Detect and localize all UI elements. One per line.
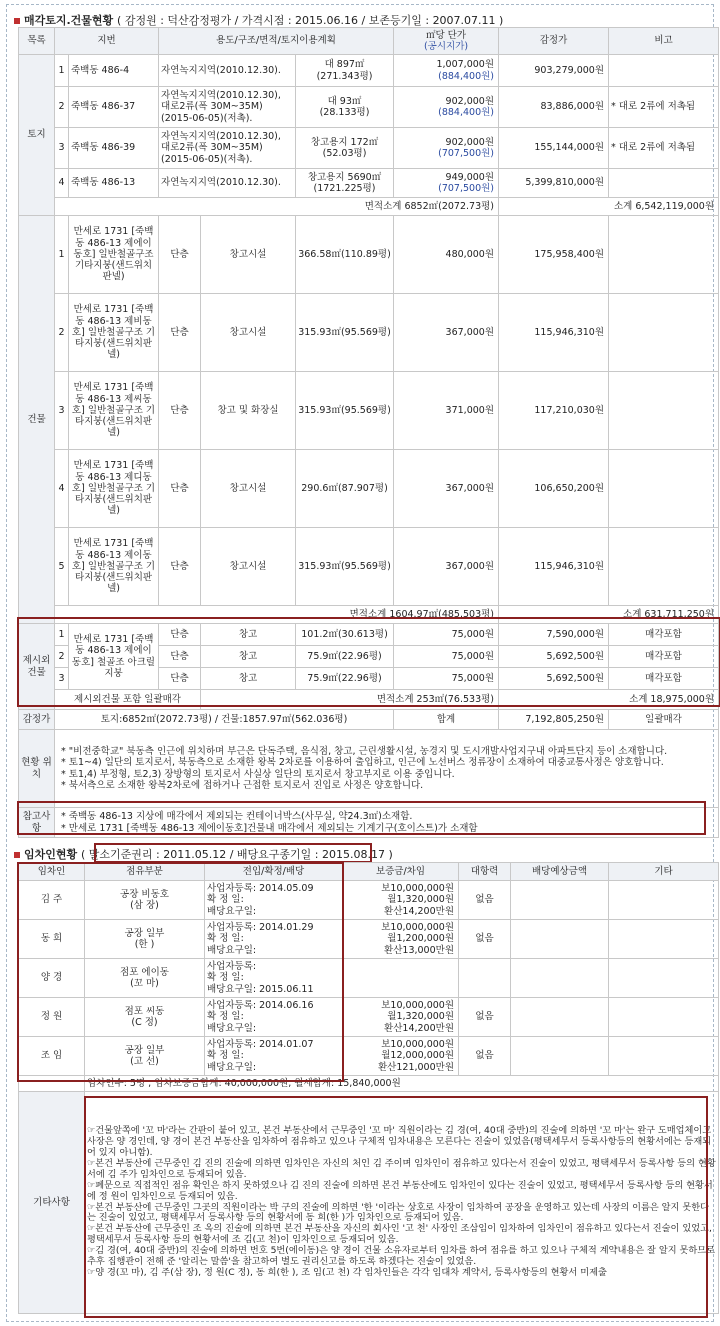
total-value: 7,192,805,250원	[499, 710, 609, 730]
reference-label: 참고사항	[19, 808, 55, 838]
land-plan: 자연녹지지역(2010.12.30).	[159, 55, 296, 87]
extra-price: 75,000원	[394, 668, 499, 690]
building-price: 480,000원	[394, 216, 499, 294]
tenant-dates: 사업자등록: 2014.06.16 확 정 일: 배당요구일:	[205, 998, 343, 1037]
building-row	[19, 372, 719, 450]
tenant-name: 양 경	[19, 959, 85, 998]
extra-use: 창고	[201, 646, 296, 668]
extra-floor: 단층	[159, 646, 201, 668]
building-use: 창고시설	[201, 216, 296, 294]
land-plan: 자연녹지지역(2010.12.30), 대로2류(폭 30M~35M)(2015-06-05)(저촉).	[159, 128, 296, 169]
land-value: 155,144,000원	[499, 128, 609, 169]
col-header-move-in: 전입/확정/배당	[205, 863, 343, 881]
bullet-icon	[14, 18, 20, 24]
land-price: 902,000원 (707,500원)	[394, 128, 499, 169]
etc-row	[19, 1092, 719, 1314]
extra-note: 매각포함	[609, 624, 719, 646]
tenant-name: 정 원	[19, 998, 85, 1037]
tenant-row	[19, 920, 719, 959]
extra-subtotal-area: 면적소계 253㎡(76.533평)	[201, 690, 499, 710]
etc-text: ☞건물앞쪽에 '꼬 마'라는 간판이 붙어 있고, 본건 부동산에서 근무중인 '꼬 마' 직원이라는 김 경(여, 40대 중반)의 진술에 의하면 '꼬 마'는 완구 도매업체이고 사장은 양 경인데, 양 경이 본건 부동산을 임차하여 점유하고 있으나 구체적 임차내용은 모른다는 진술이 있었음(평택세무서 등록사항등의 현황서에는 등재되어 있지 아니함). ☞본건 부동산에 근무중인 김 진의 진술에 의하면 임차인은 자신의 처인 김 주이며 임차인이 점유하고 있다는서 진술이 있었고, 평택세무서 등록사항 등의 현황서에 김 주가 임차인으로 등재되어 있음. ☞폐문으로 직접적인 점유 확인은 하지 못하였으나 김 진의 진술에 의하면 본건 부동산에도 임차인이 있다는 진술이 있었고, 평택세무서 등록사항 등의 현황서에 정 원이 임차인으로 등재되어 있음. ☞본건 부동산에 근무중인 그곳의 직원이라는 박 구의 진술에 의하면 '한 '이라는 상호로 사장이 임차하여 공장을 운영하고 있는데 사장의 이름은 알지 못한다는 진술이 있었고, 평택세무서 등록사항 등의 현황서에 동 희(한 )가 임차인으로 등재되어 있음. ☞본건 부동산에 근무중인 조 옥의 진술에 의하면 본건 부동산을 자신의 회사인 '고 천' 사장인 조삼임이 임차하여 임차인이 점유하고 있다는서 진술이 있었고, 평택세무서 등록사항 등의 현황서에 조 김(고 천)이 임차인으로 등재되어 있음. ☞김 경(여, 40대 중반)의 진술에 의하면 번호 5번(에이동)은 양 경이 건물 소유자로부터 임차를 하여 점유를 하고 있으나 구체적 계약내용은 잘 알지 못하므로 추후 집행관이 전해 준 '알리는 말씀'을 참고하여 별도 권리신고를 하도록 하겠다는 진술이 있었음. ☞양 경(꼬 마), 김 주(삼 장), 정 원(C 정), 동 희(한 ), 조 임(고 천) 각 임차인들은 각각 임대차 계약서, 등록사항등의 현황서 미제출	[85, 1092, 719, 1314]
tenant-header-row	[19, 863, 719, 881]
land-no: 4	[55, 169, 69, 198]
tenant-subtitle: ( 말소기준권리 : 2011.05.12 / 배당요구종기일 : 2015.08.17 )	[80, 848, 393, 861]
extra-no: 2	[55, 646, 69, 668]
land-no: 3	[55, 128, 69, 169]
location-text: * "비전중학교" 북동측 인근에 위치하며 부근은 단독주택, 음식점, 창고, 근린생활시설, 농경지 및 도시개발사업지구내 아파트단지 등이 소재합니다. * 토1~4) 일단의 토지로서, 북동측으로 소재한 왕복 2차로를 이용하여 출입하고, 인근에 노선버스 정류장이 소재하여 대중교통사정은 양호합니다. * 토1,4) 부정형, 토2,3) 장방형의 토지로서 사실상 일단의 토지로서 창고부지로 이용 중입니다. * 북서측으로 소재한 왕복2차로에 접하거나 근접한 토지로서 진입로 사정은 양호합니다.	[55, 730, 719, 808]
land-row	[19, 128, 719, 169]
tenant-part: 점포 에이동 (꼬 마)	[85, 959, 205, 998]
col-header-expected-dividend: 배당예상금액	[511, 863, 609, 881]
appraisal-section-title	[14, 12, 503, 28]
building-no: 2	[55, 294, 69, 372]
tenant-dates: 사업자등록: 2014.05.09 확 정 일: 배당요구일:	[205, 881, 343, 920]
tenant-dates: 사업자등록: 2014.01.29 확 정 일: 배당요구일:	[205, 920, 343, 959]
building-value: 175,958,400원	[499, 216, 609, 294]
extra-row	[19, 624, 719, 646]
extra-price: 75,000원	[394, 646, 499, 668]
land-area: 창고용지 5690㎡ (1721.225평)	[296, 169, 394, 198]
land-subtotal-area: 면적소계 6852㎡(2072.73평)	[55, 198, 499, 216]
tenant-part: 공장 비동호 (삼 장)	[85, 881, 205, 920]
unit-price-label: ㎡당 단가	[425, 29, 467, 41]
tenant-name: 김 주	[19, 881, 85, 920]
building-row	[19, 216, 719, 294]
building-no: 1	[55, 216, 69, 294]
building-price: 367,000원	[394, 294, 499, 372]
tenant-opposability: 없음	[459, 998, 511, 1037]
extra-use: 창고	[201, 624, 296, 646]
total-sum-label: 합계	[394, 710, 499, 730]
land-value: 903,279,000원	[499, 55, 609, 87]
land-plan: 자연녹지지역(2010.12.30).	[159, 169, 296, 198]
land-value: 83,886,000원	[499, 87, 609, 128]
building-floor: 단층	[159, 372, 201, 450]
land-lot: 죽백동 486-37	[69, 87, 159, 128]
building-desc: 만세로 1731 [죽백동 486-13 제이동호] 일반철골구조 기타지붕(샌드위치판넬)	[69, 528, 159, 606]
extra-area: 75.9㎡(22.96평)	[296, 646, 394, 668]
building-subtotal-row	[19, 606, 719, 624]
building-price: 367,000원	[394, 528, 499, 606]
land-note	[609, 169, 719, 198]
land-row	[19, 87, 719, 128]
extra-note: 매각포함	[609, 646, 719, 668]
col-header-note: 비고	[609, 28, 719, 55]
building-price: 367,000원	[394, 450, 499, 528]
land-area: 대 93㎡ (28.133평)	[296, 87, 394, 128]
land-note	[609, 55, 719, 87]
col-header-deposit: 보증금/차임	[343, 863, 459, 881]
tenant-deposit: 보10,000,000원 월1,200,000원 환산13,000만원	[343, 920, 459, 959]
building-area: 315.93㎡(95.569평)	[296, 372, 394, 450]
tenant-dates: 사업자등록: 확 정 일: 배당요구일: 2015.06.11	[205, 959, 343, 998]
extra-no: 3	[55, 668, 69, 690]
tenant-title-text: 임차인현황	[24, 848, 78, 861]
building-no: 4	[55, 450, 69, 528]
tenant-opposability: 없음	[459, 1037, 511, 1076]
building-no: 3	[55, 372, 69, 450]
extra-value: 5,692,500원	[499, 668, 609, 690]
tenant-row	[19, 1037, 719, 1076]
tenant-opposability	[459, 959, 511, 998]
building-use: 창고시설	[201, 294, 296, 372]
location-row	[19, 730, 719, 808]
building-floor: 단층	[159, 216, 201, 294]
col-header-opposability: 대항력	[459, 863, 511, 881]
building-desc: 만세로 1731 [죽백동 486-13 제비동호] 일반철골구조 기타지붕(샌드위치판넬)	[69, 294, 159, 372]
extra-subtotal-row	[19, 690, 719, 710]
land-row	[19, 169, 719, 198]
land-value: 5,399,810,000원	[499, 169, 609, 198]
land-note: * 대로 2류에 저촉됨	[609, 87, 719, 128]
building-floor: 단층	[159, 528, 201, 606]
tenant-part: 공장 일부 (한 )	[85, 920, 205, 959]
extra-use: 창고	[201, 668, 296, 690]
col-header-list: 목록	[19, 28, 55, 55]
reference-text: * 죽백동 486-13 지상에 매각에서 제외되는 컨테이너박스(사무실, 약24.3㎡)소재함. * 만세로 1731 [죽백동 486-13 제에이동호]건물내 매각에서 제외되는 기계기구(호이스트)가 소재함	[55, 808, 719, 838]
total-row	[19, 710, 719, 730]
tenant-deposit: 보10,000,000원 월12,000,000원 환산121,000만원	[343, 1037, 459, 1076]
land-price: 902,000원 (884,400원)	[394, 87, 499, 128]
building-desc: 만세로 1731 [죽백동 486-13 제에이동호] 일반철골구조 기타지붕(샌드위치판넬)	[69, 216, 159, 294]
building-floor: 단층	[159, 294, 201, 372]
building-subtotal-area: 면적소계 1604.97㎡(485.503평)	[55, 606, 499, 624]
extra-price: 75,000원	[394, 624, 499, 646]
extra-desc: 만세로 1731 [죽백동 486-13 제에이동호] 철골조 아크릴지붕	[69, 624, 159, 690]
extra-area: 75.9㎡(22.96평)	[296, 668, 394, 690]
etc-label: 기타사항	[19, 1092, 85, 1314]
building-row	[19, 450, 719, 528]
building-value: 106,650,200원	[499, 450, 609, 528]
building-use: 창고시설	[201, 450, 296, 528]
total-area: 토지:6852㎡(2072.73평) / 건물:1857.97㎡(562.036평)	[55, 710, 394, 730]
land-lot: 죽백동 486-4	[69, 55, 159, 87]
tenant-section-title	[14, 846, 393, 862]
land-no: 2	[55, 87, 69, 128]
extra-label: 제시외 건물	[19, 624, 55, 710]
extra-footer: 제시외건물 포함 일괄매각	[55, 690, 201, 710]
extra-value: 5,692,500원	[499, 646, 609, 668]
extra-floor: 단층	[159, 668, 201, 690]
land-area: 창고용지 172㎡ (52.03평)	[296, 128, 394, 169]
tenant-deposit: 보10,000,000원 월1,320,000원 환산14,200만원	[343, 881, 459, 920]
building-area: 366.58㎡(110.89평)	[296, 216, 394, 294]
col-header-usage: 용도/구조/면적/토지이용계획	[159, 28, 394, 55]
land-note: * 대로 2류에 저촉됨	[609, 128, 719, 169]
tenant-opposability: 없음	[459, 881, 511, 920]
land-row	[19, 55, 719, 87]
building-no: 5	[55, 528, 69, 606]
total-label: 감정가	[19, 710, 55, 730]
land-no: 1	[55, 55, 69, 87]
land-lot: 죽백동 486-39	[69, 128, 159, 169]
tenant-part: 공장 일부 (고 선)	[85, 1037, 205, 1076]
tenant-opposability: 없음	[459, 920, 511, 959]
land-subtotal-value: 소계 6,542,119,000원	[499, 198, 719, 216]
building-value: 115,946,310원	[499, 528, 609, 606]
building-area: 315.93㎡(95.569평)	[296, 528, 394, 606]
header-row	[19, 28, 719, 55]
land-price: 949,000원 (707,500원)	[394, 169, 499, 198]
building-area: 315.93㎡(95.569평)	[296, 294, 394, 372]
land-plan: 자연녹지지역(2010.12.30), 대로2류(폭 30M~35M)(2015-06-05)(저촉).	[159, 87, 296, 128]
col-header-etc: 기타	[609, 863, 719, 881]
extra-subtotal-value: 소계 18,975,000원	[499, 690, 719, 710]
tenant-table	[18, 862, 719, 1314]
building-desc: 만세로 1731 [죽백동 486-13 제씨동호] 일반철골구조 기타지붕(샌드위치판넬)	[69, 372, 159, 450]
building-area: 290.6㎡(87.907평)	[296, 450, 394, 528]
appraisal-title-text: 매각토지.건물현황	[24, 14, 114, 27]
extra-no: 1	[55, 624, 69, 646]
tenant-deposit: 보10,000,000원 월1,320,000원 환산14,200만원	[343, 998, 459, 1037]
tenant-summary-row	[19, 1076, 719, 1092]
land-subtotal-row	[19, 198, 719, 216]
appraisal-subtitle: ( 감정원 : 덕산감정평가 / 가격시점 : 2015.06.16 / 보존등기일 : 2007.07.11 )	[117, 14, 504, 27]
building-use: 창고 및 화장실	[201, 372, 296, 450]
gov-price-link[interactable]: (공시지가)	[423, 41, 469, 52]
land-label: 토지	[19, 55, 55, 216]
tenant-summary: 임차인수: 5명 , 임차보증금합계: 40,000,000원, 월세합계: 15,840,000원	[85, 1076, 719, 1092]
tenant-row	[19, 881, 719, 920]
building-desc: 만세로 1731 [죽백동 486-13 제디동호] 일반철골구조 기타지붕(샌드위치판넬)	[69, 450, 159, 528]
land-price: 1,007,000원 (884,400원)	[394, 55, 499, 87]
building-value: 117,210,030원	[499, 372, 609, 450]
building-floor: 단층	[159, 450, 201, 528]
col-header-tenant: 임차인	[19, 863, 85, 881]
col-header-value: 감정가	[499, 28, 609, 55]
col-header-lot: 지번	[55, 28, 159, 55]
building-row	[19, 294, 719, 372]
reference-row	[19, 808, 719, 838]
col-header-unit-price	[394, 28, 499, 55]
land-lot: 죽백동 486-13	[69, 169, 159, 198]
building-value: 115,946,310원	[499, 294, 609, 372]
building-subtotal-value: 소계 631,711,250원	[499, 606, 719, 624]
extra-value: 7,590,000원	[499, 624, 609, 646]
location-label: 현황 위치	[19, 730, 55, 808]
appraisal-table	[18, 27, 719, 838]
building-price: 371,000원	[394, 372, 499, 450]
tenant-name: 조 임	[19, 1037, 85, 1076]
building-row	[19, 528, 719, 606]
extra-floor: 단층	[159, 624, 201, 646]
land-area: 대 897㎡ (271.343평)	[296, 55, 394, 87]
tenant-name: 동 희	[19, 920, 85, 959]
building-label: 건물	[19, 216, 55, 624]
tenant-row	[19, 998, 719, 1037]
tenant-row	[19, 959, 719, 998]
tenant-dates: 사업자등록: 2014.01.07 확 정 일: 배당요구일:	[205, 1037, 343, 1076]
building-use: 창고시설	[201, 528, 296, 606]
tenant-deposit	[343, 959, 459, 998]
col-header-occupied: 점유부분	[85, 863, 205, 881]
extra-area: 101.2㎡(30.613평)	[296, 624, 394, 646]
extra-note: 매각포함	[609, 668, 719, 690]
bullet-icon	[14, 852, 20, 858]
total-note: 일괄매각	[609, 710, 719, 730]
tenant-part: 점포 씨동 (C 정)	[85, 998, 205, 1037]
